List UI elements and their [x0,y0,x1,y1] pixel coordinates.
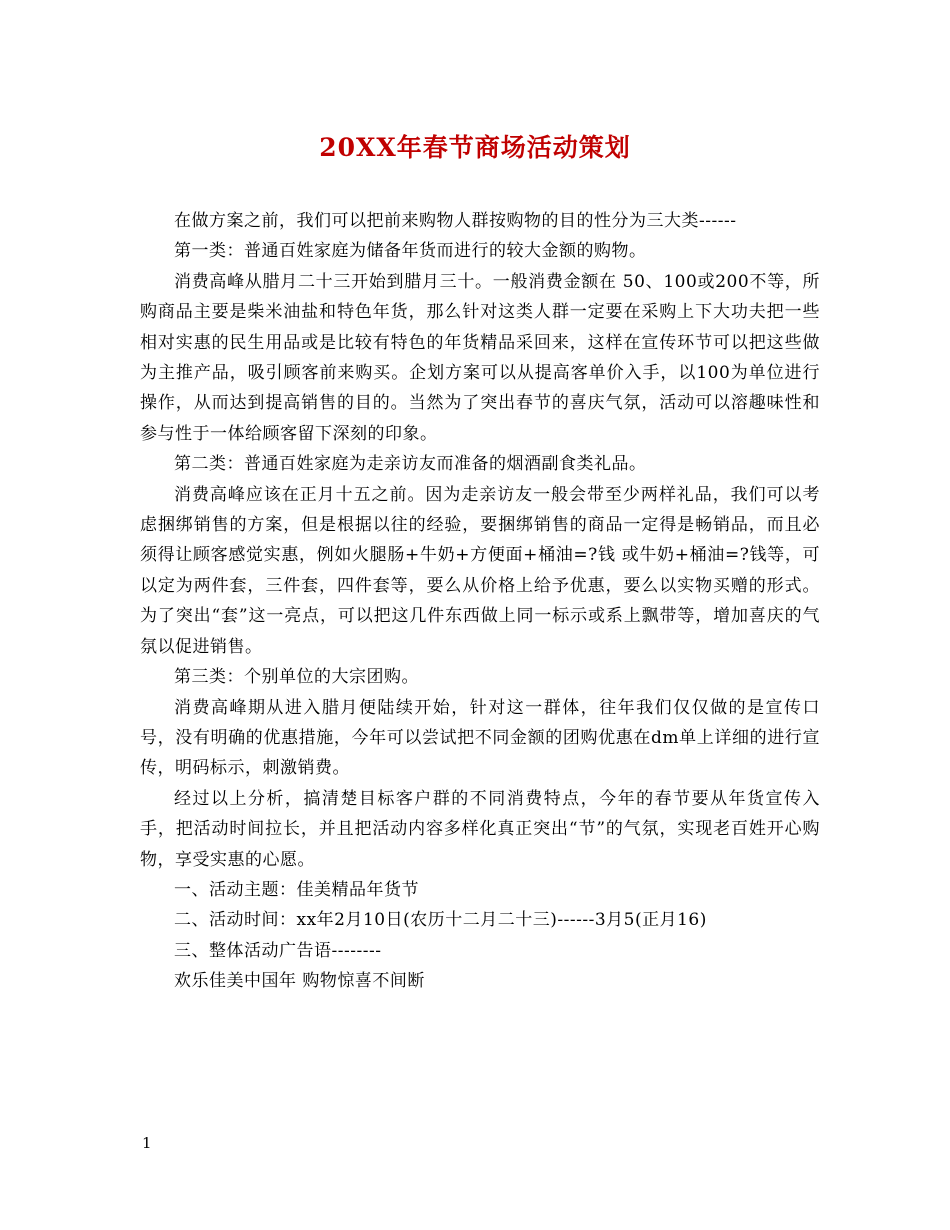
paragraph-analysis: 经过以上分析，搞清楚目标客户群的不同消费特点，今年的春节要从年货宣传入手，把活动时间拉长，并且把活动内容多样化真正突出“节”的气氛，实现老百姓开心购物，享受实惠的心愿。 [140,788,820,870]
paragraph-slogan: 欢乐佳美中国年 购物惊喜不间断 [174,971,425,992]
paragraph-category-1: 第一类：普通百姓家庭为储备年货而进行的较大金额的购物。 [174,241,647,262]
document-title: 20XX年春节商场活动策划 [319,133,631,162]
paragraph-category-2: 第二类：普通百姓家庭为走亲访友而准备的烟酒副食类礼品。 [174,454,647,475]
paragraph-intro: 在做方案之前，我们可以把前来购物人群按购物的目的性分为三大类------ [174,211,737,231]
document-body [140,206,820,997]
paragraph-category-1-detail: 消费高峰从腊月二十三开始到腊月三十。一般消费金额在 50、100或200不等，所购商品主要是柴米油盐和特色年货，那么针对这类人群一定要在采购上下大功夫把一些相对实惠的民生用品或是比较有特色的年货精品采回来，这样在宣传环节可以把这些做为主推产品，吸引顾客前来购买。企划方案可以从提高客单价入手，以100为单位进行操作，从而达到提高销售的目的。当然为了突出春节的喜庆气氛，活动可以溶趣味性和参与性于一体给顾客留下深刻的印象。 [140,271,820,444]
paragraph-category-2-detail: 消费高峰应该在正月十五之前。因为走亲访友一般会带至少两样礼品，我们可以考虑捆绑销售的方案，但是根据以往的经验，要捆绑销售的商品一定得是畅销品，而且必须得让顾客感觉实惠，例如火腿肠+牛奶+方便面+桶油=?钱 或牛奶+桶油=?钱等，可以定为两件套，三件套，四件套等，要么从价格上给予优惠，要么以实物买赠的形式。为了突出“套”这一亮点，可以把这几件东西做上同一标示或系上飘带等，增加喜庆的气氛以促进销售。 [140,484,820,657]
paragraph-slogan-heading: 三、整体活动广告语-------- [174,940,382,961]
paragraph-category-3-detail: 消费高峰期从进入腊月便陆续开始，针对这一群体，往年我们仅仅做的是宣传口号，没有明确的优惠措施，今年可以尝试把不同金额的团购优惠在dm单上详细的进行宣传，明码标示，刺激销费。 [140,697,820,779]
paragraph-theme: 一、活动主题：佳美精品年货节 [174,879,419,900]
page-number: 1 [142,1134,152,1152]
paragraph-time: 二、活动时间：xx年2月10日(农历十二月二十三)------3月5(正月16) [174,910,707,931]
paragraph-category-3: 第三类：个别单位的大宗团购。 [174,667,419,688]
